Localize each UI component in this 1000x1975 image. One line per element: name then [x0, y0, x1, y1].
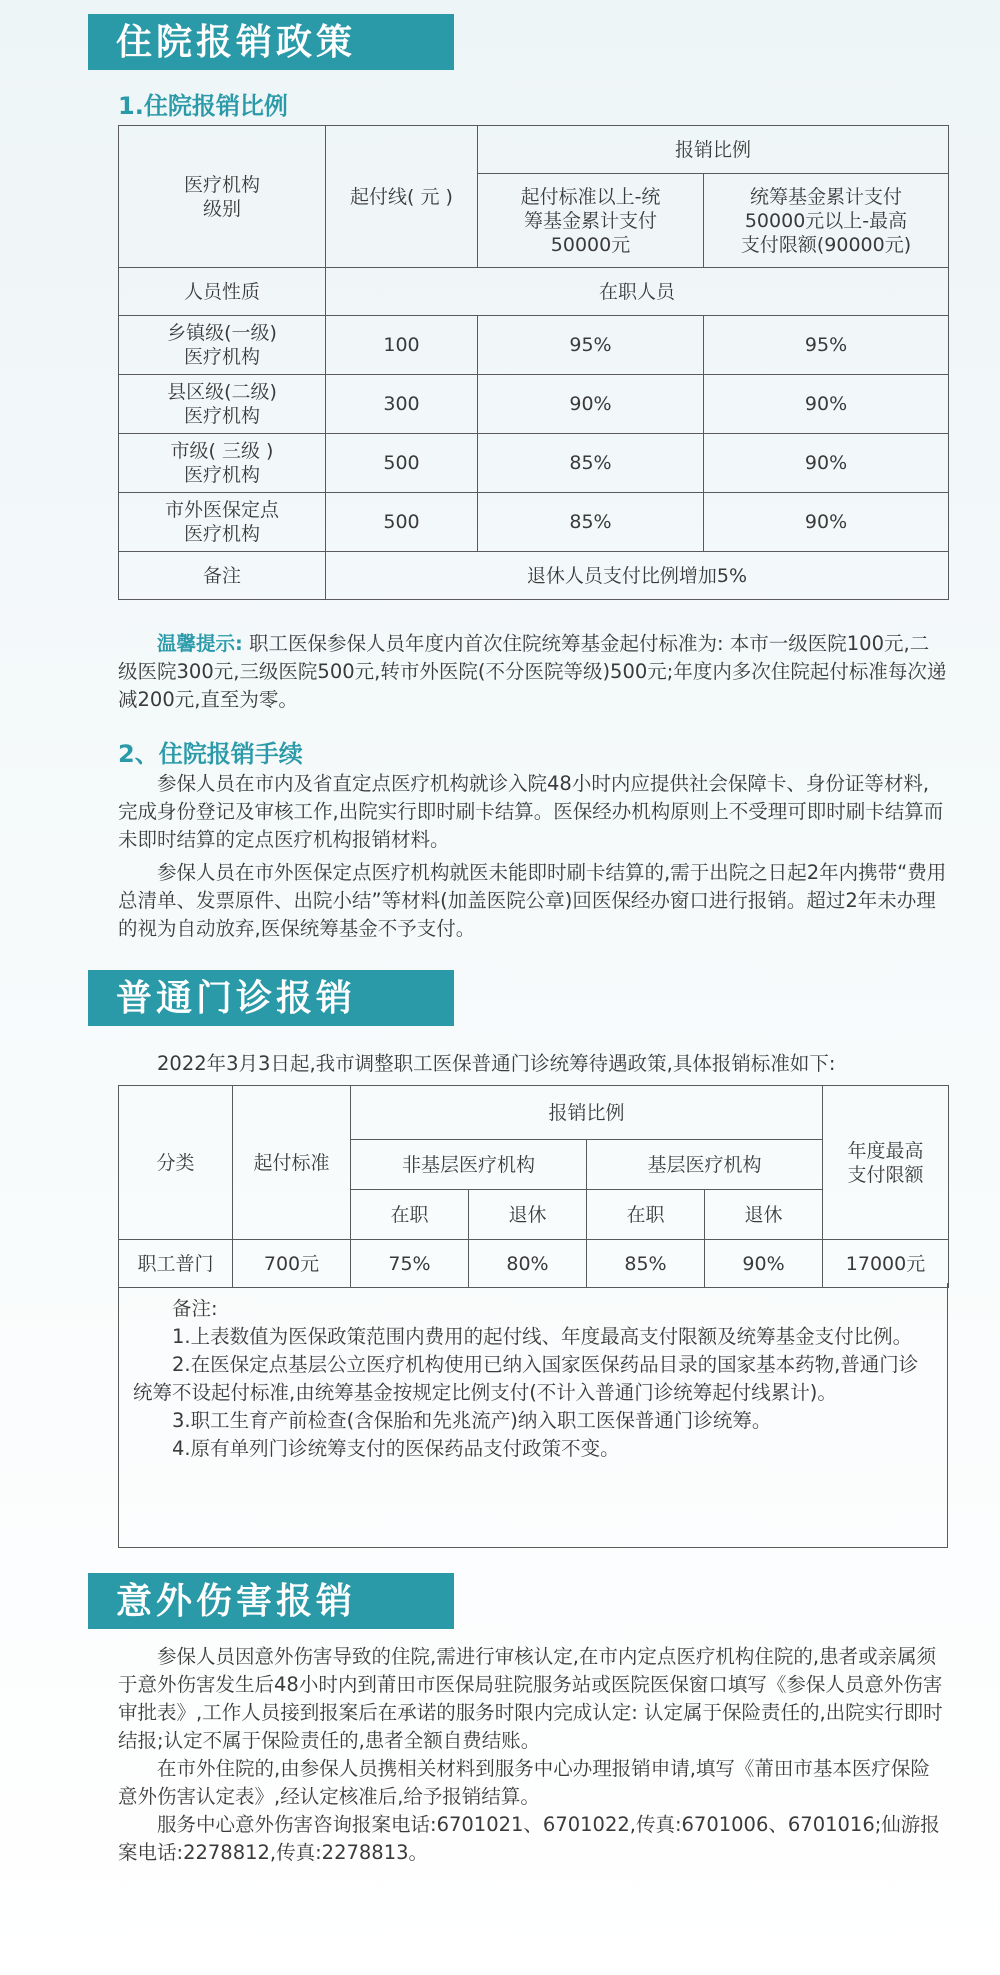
header-ratio-col2: 统筹基金累计支付 50000元以上-最高 支付限额(90000元) [704, 174, 949, 268]
row-ratio1: 90% [478, 375, 704, 434]
header-ratio: 报销比例 [351, 1086, 823, 1140]
row-basic-employed: 85% [587, 1240, 705, 1288]
outpatient-intro-text: 2022年3月3日起,我市调整职工医保普通门诊统筹待遇政策,具体报销标准如下: [157, 1052, 836, 1075]
header-ratio-col1: 起付标准以上-统 筹基金累计支付 50000元 [478, 174, 704, 268]
subheading-inpatient-ratio: 1.住院报销比例 [118, 92, 288, 120]
table-row [119, 316, 949, 375]
section-banner-inpatient: 住院报销政策 [88, 14, 454, 70]
row-ratio2: 90% [704, 434, 949, 493]
row-level: 市级( 三级 ) 医疗机构 [119, 434, 326, 493]
row-level: 乡镇级(一级) 医疗机构 [119, 316, 326, 375]
accident-paragraph-3: 服务中心意外伤害咨询报案电话:6701021、6701022,传真:6701006、6701016;仙游报案电话:2278812,传真:2278813。 [118, 1813, 940, 1864]
row-annual-limit: 17000元 [823, 1240, 949, 1288]
note-item: 1.上表数值为医保政策范围内费用的起付线、年度最高支付限额及统筹基金支付比例。 [172, 1325, 913, 1348]
header-retired: 退休 [469, 1190, 587, 1240]
tip-paragraph [118, 630, 948, 714]
row-basic-retired: 90% [705, 1240, 823, 1288]
outpatient-intro [118, 1050, 948, 1078]
table-row [119, 375, 949, 434]
row-nonbasic-retired: 80% [469, 1240, 587, 1288]
header-employed: 在职 [351, 1190, 469, 1240]
row-ratio2: 90% [704, 375, 949, 434]
row-level: 县区级(二级) 医疗机构 [119, 375, 326, 434]
procedure-paragraph-2: 参保人员在市外医保定点医疗机构就医未能即时刷卡结算的,需于出院之日起2年内携带“费用总清单、发票原件、出院小结”等材料(加盖医院公章)回医保经办窗口进行报销。超过2年未办理的视为自动放弃,医保统筹基金不予支付。 [118, 861, 947, 940]
accident-text [118, 1643, 948, 1867]
note-item: 3.职工生育产前检查(含保胎和先兆流产)纳入职工医保普通门诊统筹。 [172, 1409, 772, 1432]
header-nonbasic: 非基层医疗机构 [351, 1140, 587, 1190]
header-level: 医疗机构 级别 [119, 126, 326, 268]
header-ratio: 报销比例 [478, 126, 949, 174]
header-category: 分类 [119, 1086, 233, 1240]
table-row [119, 434, 949, 493]
note-text: 退休人员支付比例增加5% [326, 552, 949, 600]
header-retired: 退休 [705, 1190, 823, 1240]
row-ratio1: 85% [478, 493, 704, 552]
procedure-text [118, 770, 948, 943]
header-basic: 基层医疗机构 [587, 1140, 823, 1190]
accident-paragraph-2: 在市外住院的,由参保人员携相关材料到服务中心办理报销申请,填写《莆田市基本医疗保险意外伤害认定表》,经认定核准后,给予报销结算。 [118, 1757, 930, 1808]
outpatient-table [118, 1085, 949, 1288]
row-threshold: 700元 [233, 1240, 351, 1288]
row-category: 职工普门 [119, 1240, 233, 1288]
section-banner-accident: 意外伤害报销 [88, 1573, 454, 1629]
header-employed: 在职 [587, 1190, 705, 1240]
row-threshold: 500 [326, 434, 478, 493]
row-threshold: 100 [326, 316, 478, 375]
section-banner-outpatient: 普通门诊报销 [88, 970, 454, 1026]
row-threshold: 500 [326, 493, 478, 552]
row-ratio2: 90% [704, 493, 949, 552]
notes-label: 备注: [172, 1297, 218, 1320]
note-item: 2.在医保定点基层公立医疗机构使用已纳入国家医保药品目录的国家基本药物,普通门诊统筹不设起付标准,由统筹基金按规定比例支付(不计入普通门诊统筹起付线累计)。 [133, 1353, 919, 1404]
row-threshold: 300 [326, 375, 478, 434]
outpatient-notes [118, 1283, 948, 1548]
header-threshold: 起付线( 元 ) [326, 126, 478, 268]
note-item: 4.原有单列门诊统筹支付的医保药品支付政策不变。 [172, 1437, 620, 1460]
tip-text: 职工医保参保人员年度内首次住院统筹基金起付标准为: 本市一级医院100元,二级医院300元,三级医院500元,转市外医院(不分医院等级)500元;年度内多次住院起付标准每次递减200元,直至为零。 [118, 632, 947, 711]
note-label: 备注 [119, 552, 326, 600]
header-person-type: 人员性质 [119, 268, 326, 316]
procedure-paragraph-1: 参保人员在市内及省直定点医疗机构就诊入院48小时内应提供社会保障卡、身份证等材料,完成身份登记及审核工作,出院实行即时刷卡结算。医保经办机构原则上不受理可即时刷卡结算而未即时结算的定点医疗机构报销材料。 [118, 772, 944, 851]
inpatient-ratio-table [118, 125, 949, 600]
accident-paragraph-1: 参保人员因意外伤害导致的住院,需进行审核认定,在市内定点医疗机构住院的,患者或亲属须于意外伤害发生后48小时内到莆田市医保局驻院服务站或医院医保窗口填写《参保人员意外伤害审批表》,工作人员接到报案后在承诺的服务时限内完成认定: 认定属于保险责任的,出院实行即时结报;认定不属于保险责任的,患者全额自费结账。 [118, 1645, 943, 1752]
row-ratio1: 95% [478, 316, 704, 375]
header-annual-limit: 年度最高 支付限额 [823, 1086, 949, 1240]
row-level: 市外医保定点 医疗机构 [119, 493, 326, 552]
header-employed: 在职人员 [326, 268, 949, 316]
table-row [119, 493, 949, 552]
row-ratio2: 95% [704, 316, 949, 375]
subheading-inpatient-procedure: 2、住院报销手续 [118, 740, 303, 768]
row-nonbasic-employed: 75% [351, 1240, 469, 1288]
row-ratio1: 85% [478, 434, 704, 493]
table-row [119, 1240, 949, 1288]
header-threshold: 起付标准 [233, 1086, 351, 1240]
tip-label: 温馨提示: [157, 632, 243, 655]
